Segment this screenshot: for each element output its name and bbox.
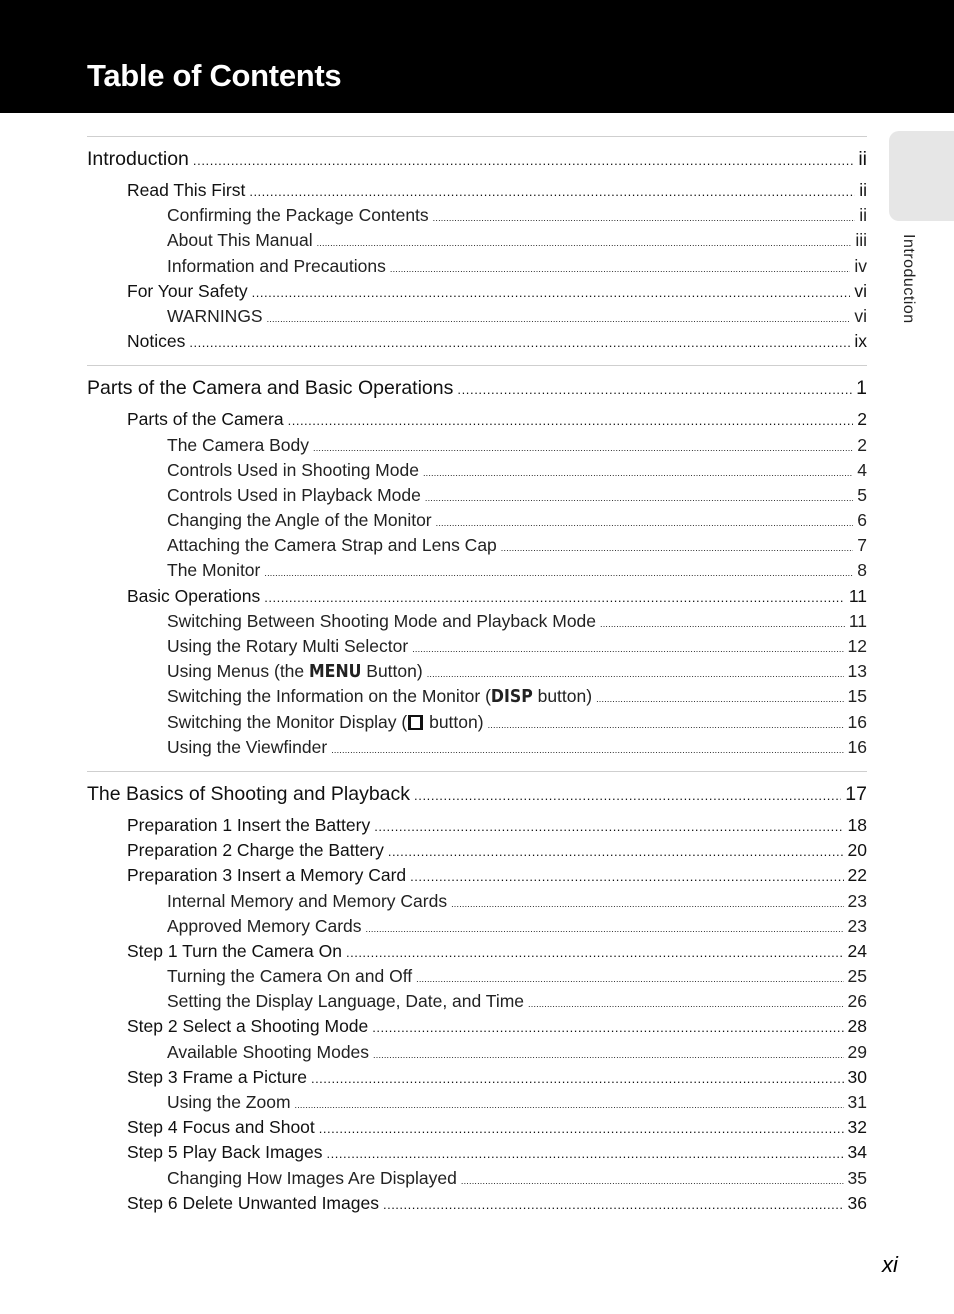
toc-entry-title-text: Step 3 Frame a Picture — [127, 1066, 307, 1087]
toc-entry-title-text: Available Shooting Modes — [167, 1041, 370, 1062]
toc-entry-title — [127, 939, 342, 964]
toc-entry-page: iii — [855, 230, 867, 251]
dot-leader — [461, 1169, 844, 1194]
toc-entry-title — [167, 889, 447, 914]
toc-subheading-entry[interactable] — [87, 609, 867, 634]
toc-subheading-entry[interactable] — [87, 483, 867, 508]
toc-heading-entry[interactable] — [87, 407, 867, 432]
toc-entry-title-text: Information and Precautions — [167, 255, 386, 276]
toc-entry-page: 1 — [856, 377, 867, 400]
toc-entry-page: 30 — [847, 1066, 867, 1087]
toc-entry-page: 17 — [845, 782, 867, 805]
dot-leader — [412, 637, 843, 662]
toc-heading-entry[interactable] — [87, 1014, 867, 1039]
toc-entry-title-text: For Your Safety — [127, 280, 248, 301]
section-tab[interactable] — [889, 131, 954, 221]
toc-entry-title — [127, 279, 248, 304]
section-tab-label: Introduction — [900, 234, 917, 324]
toc-section — [87, 771, 867, 1216]
dot-leader — [319, 1116, 844, 1141]
toc-entry-title-text: The Monitor — [167, 560, 261, 581]
toc-entry-page: 11 — [848, 610, 867, 631]
toc-entry-page: ix — [854, 331, 867, 352]
toc-entry-title-text: button) — [424, 711, 484, 732]
toc-entry-title-text: Step 4 Focus and Shoot — [127, 1117, 315, 1138]
dot-leader — [264, 561, 853, 586]
dot-leader — [373, 1043, 843, 1068]
toc-entry-title-text: Switching Between Shooting Mode and Playback Mode — [167, 610, 597, 631]
toc-entry-title — [167, 1166, 457, 1191]
toc-entry-title-text: Step 6 Delete Unwanted Images — [127, 1192, 379, 1213]
toc-subheading-entry[interactable] — [87, 203, 867, 228]
toc-chapter-entry[interactable] — [87, 370, 867, 407]
toc-entry-page: 24 — [847, 940, 867, 961]
toc-subheading-entry[interactable] — [87, 989, 867, 1014]
toc-entry-title — [167, 710, 484, 735]
toc-entry-page: 12 — [847, 636, 867, 656]
dot-leader — [528, 992, 843, 1017]
toc-entry-page: 20 — [847, 840, 867, 861]
toc-entry-page: ii — [859, 180, 867, 200]
toc-entry-title — [127, 813, 370, 838]
toc-entry-title-text: Notices — [127, 331, 186, 352]
toc-entry-title — [167, 1090, 291, 1115]
toc-subheading-entry[interactable] — [87, 1090, 867, 1115]
toc-entry-page: 29 — [847, 1041, 867, 1062]
dot-leader — [317, 231, 852, 256]
toc-entry-page: 2 — [857, 409, 867, 430]
dot-leader — [267, 307, 851, 332]
toc-entry-title — [127, 863, 406, 888]
toc-entry-page: 6 — [857, 510, 867, 531]
toc-entry-title — [127, 838, 384, 863]
dot-leader — [600, 612, 845, 637]
toc-entry-title-text: Using the Rotary Multi Selector — [167, 636, 409, 656]
toc-subheading-entry[interactable] — [87, 304, 867, 329]
dot-leader — [264, 585, 845, 610]
dot-leader — [488, 713, 844, 738]
toc-subheading-entry[interactable] — [87, 710, 867, 735]
toc-heading-entry[interactable] — [87, 1065, 867, 1090]
dot-leader — [366, 917, 844, 942]
toc-entry-title-text: WARNINGS — [167, 305, 263, 326]
toc-subheading-entry[interactable] — [87, 1040, 867, 1065]
toc-entry-title — [167, 634, 408, 659]
header-bar — [0, 0, 954, 113]
toc-subheading-entry[interactable] — [87, 684, 867, 709]
toc-entry-page: 32 — [847, 1117, 867, 1138]
dot-leader — [423, 461, 853, 486]
toc-entry-title-text: Controls Used in Shooting Mode — [167, 459, 419, 480]
toc-section — [87, 365, 867, 760]
toc-entry-page: 34 — [847, 1142, 867, 1163]
toc-entry-title — [167, 304, 263, 329]
toc-heading-entry[interactable] — [87, 178, 867, 203]
dot-leader — [372, 1015, 843, 1040]
toc-entry-title-text: Step 1 Turn the Camera On — [127, 940, 342, 961]
toc-entry-title: The Basics of Shooting and Playback — [87, 782, 411, 805]
toc-subheading-entry[interactable] — [87, 228, 867, 253]
toc-heading-entry[interactable] — [87, 1115, 867, 1140]
dot-leader — [252, 280, 851, 305]
dot-leader — [327, 1141, 844, 1166]
dot-leader — [501, 536, 853, 561]
dot-leader — [311, 1066, 844, 1091]
dot-leader — [331, 738, 843, 763]
dot-leader — [193, 142, 854, 179]
toc-entry-page: 18 — [847, 814, 867, 835]
toc-entry-title-text: Read This First — [127, 180, 246, 200]
toc-heading-entry[interactable] — [87, 1140, 867, 1165]
toc-entry-page: iv — [854, 255, 867, 276]
toc-entry-title — [167, 533, 497, 558]
toc-entry-title-text: The Camera Body — [167, 434, 310, 455]
toc-entry-page: 22 — [847, 865, 867, 886]
toc-entry-title — [167, 228, 313, 253]
toc-entry-title — [127, 1191, 379, 1216]
toc-entry-title-text: Preparation 3 Insert a Memory Card — [127, 865, 407, 886]
toc-entry-title: Parts of the Camera and Basic Operations — [87, 377, 454, 400]
dot-leader — [425, 486, 853, 511]
toc-entry-title — [127, 584, 260, 609]
toc-entry-title — [167, 558, 260, 583]
toc-entry-page: 15 — [847, 686, 867, 707]
toc-entry-page: ii — [859, 205, 867, 226]
toc-subheading-entry[interactable] — [87, 458, 867, 483]
dot-leader — [596, 687, 843, 712]
toc-entry-title — [127, 1065, 307, 1090]
toc-entry-title-text: Setting the Display Language, Date, and Time — [167, 991, 525, 1012]
toc-entry-page: 8 — [857, 560, 867, 581]
dot-leader — [189, 330, 850, 355]
toc-chapter-entry[interactable] — [87, 141, 867, 178]
dot-leader — [249, 179, 855, 204]
toc-subheading-entry[interactable] — [87, 508, 867, 533]
toc-entry-title-text: Using the Zoom — [167, 1092, 291, 1112]
toc-entry-title — [167, 1040, 369, 1065]
toc-subheading-entry[interactable] — [87, 914, 867, 939]
toc-entry-title — [127, 329, 185, 354]
toc-entry-page: 25 — [847, 966, 867, 987]
toc-entry-title-text: About This Manual — [167, 230, 313, 251]
toc-subheading-entry[interactable] — [87, 889, 867, 914]
toc-entry-title-text: Controls Used in Playback Mode — [167, 484, 421, 505]
toc-entry-title-text: Preparation 2 Charge the Battery — [127, 840, 384, 861]
dot-leader — [410, 864, 843, 889]
toc-entry-page: 35 — [847, 1167, 867, 1188]
toc-section — [87, 136, 867, 354]
monitor-button-icon — [408, 715, 423, 730]
toc-entry-title-text: Preparation 1 Insert the Battery — [127, 814, 371, 835]
toc-entry-title — [127, 178, 245, 203]
toc-entry-page: 2 — [857, 434, 867, 455]
toc-entry-title — [167, 659, 423, 685]
toc-entry-title-text: Confirming the Package Contents — [167, 205, 429, 226]
toc-entry-title: Introduction — [87, 148, 189, 170]
toc-entry-title-text: Using Menus (the — [167, 661, 310, 682]
toc-entry-title — [167, 483, 421, 508]
toc-entry-title — [167, 964, 412, 989]
toc-heading-entry[interactable] — [87, 279, 867, 304]
toc-chapter-entry[interactable] — [87, 776, 867, 813]
toc-subheading-entry[interactable] — [87, 659, 867, 684]
toc-entry-title-text: Switching the Monitor Display ( — [167, 711, 408, 732]
toc-entry-page: 23 — [847, 915, 867, 936]
dot-leader — [346, 940, 844, 965]
toc-entry-title-text: Parts of the Camera — [127, 409, 284, 430]
toc-entry-title — [167, 254, 386, 279]
dot-leader — [436, 511, 854, 536]
toc-heading-entry[interactable] — [87, 1191, 867, 1216]
toc-entry-page: vi — [854, 280, 867, 301]
toc-entry-page: 11 — [848, 585, 867, 606]
toc-entry-title-text: button) — [532, 686, 593, 707]
toc-entry-title — [167, 914, 362, 939]
toc-subheading-entry[interactable] — [87, 533, 867, 558]
toc-entry-title-text: Internal Memory and Memory Cards — [167, 890, 448, 911]
toc-entry-title-text: Step 2 Select a Shooting Mode — [127, 1016, 369, 1037]
toc-entry-title-text: Changing How Images Are Displayed — [167, 1167, 457, 1188]
table-of-contents — [87, 136, 867, 1216]
toc-entry-title-text: Step 5 Play Back Images — [127, 1142, 323, 1163]
toc-entry-title — [127, 407, 284, 432]
dot-leader — [457, 371, 852, 408]
page-number: xi — [882, 1252, 898, 1277]
toc-subheading-entry[interactable] — [87, 1166, 867, 1191]
dot-leader — [295, 1093, 844, 1118]
toc-entry-page: 16 — [847, 711, 867, 732]
toc-heading-entry[interactable] — [87, 813, 867, 838]
toc-subheading-entry[interactable] — [87, 558, 867, 583]
toc-entry-title — [167, 433, 309, 458]
toc-entry-page: 28 — [847, 1016, 867, 1037]
toc-subheading-entry[interactable] — [87, 964, 867, 989]
toc-entry-page: 26 — [847, 991, 867, 1012]
toc-entry-title-text: Approved Memory Cards — [167, 915, 362, 936]
dot-leader — [288, 408, 854, 433]
toc-entry-title — [127, 1014, 368, 1039]
toc-subheading-entry[interactable] — [87, 433, 867, 458]
toc-heading-entry[interactable] — [87, 838, 867, 863]
dot-leader — [390, 257, 850, 282]
toc-subheading-entry[interactable] — [87, 254, 867, 279]
toc-entry-title — [167, 989, 524, 1014]
toc-entry-page: 23 — [847, 890, 867, 911]
disp-button-icon: DISP — [490, 687, 533, 708]
toc-heading-entry[interactable] — [87, 329, 867, 354]
toc-entry-title-text: Turning the Camera On and Off — [167, 966, 413, 987]
dot-leader — [414, 777, 841, 814]
toc-entry-title-text: Using the Viewfinder — [167, 736, 328, 757]
toc-entry-title — [127, 1140, 323, 1165]
toc-heading-entry[interactable] — [87, 584, 867, 609]
toc-entry-page: ii — [858, 148, 867, 170]
toc-entry-title-text: Changing the Angle of the Monitor — [167, 510, 432, 531]
toc-entry-title — [167, 609, 596, 634]
toc-entry-title — [127, 1115, 315, 1140]
toc-entry-page: 36 — [847, 1192, 867, 1213]
toc-entry-page: 16 — [847, 736, 867, 757]
toc-entry-title-text: Button) — [361, 661, 423, 682]
toc-entry-title — [167, 508, 432, 533]
toc-entry-page: 31 — [847, 1092, 867, 1112]
toc-entry-page: 7 — [857, 535, 867, 556]
toc-heading-entry[interactable] — [87, 939, 867, 964]
page-title: Table of Contents — [87, 58, 342, 93]
dot-leader — [374, 814, 843, 839]
toc-entry-title — [167, 684, 592, 710]
toc-entry-title — [167, 203, 429, 228]
toc-heading-entry[interactable] — [87, 863, 867, 888]
toc-entry-title-text: Basic Operations — [127, 585, 261, 606]
toc-entry-page: 4 — [857, 459, 867, 480]
dot-leader — [383, 1192, 844, 1217]
toc-entry-page: vi — [854, 305, 867, 326]
toc-entry-title-text: Switching the Information on the Monitor ( — [167, 686, 491, 707]
dot-leader — [451, 892, 843, 917]
toc-subheading-entry[interactable] — [87, 634, 867, 659]
toc-entry-page: 13 — [847, 661, 867, 682]
dot-leader — [433, 206, 856, 231]
menu-button-icon: MENU — [309, 662, 362, 683]
dot-leader — [388, 839, 844, 864]
toc-entry-title-text: Attaching the Camera Strap and Lens Cap — [167, 535, 497, 556]
toc-subheading-entry[interactable] — [87, 735, 867, 760]
toc-entry-page: 5 — [857, 484, 867, 505]
toc-entry-title — [167, 735, 327, 760]
toc-entry-title — [167, 458, 419, 483]
